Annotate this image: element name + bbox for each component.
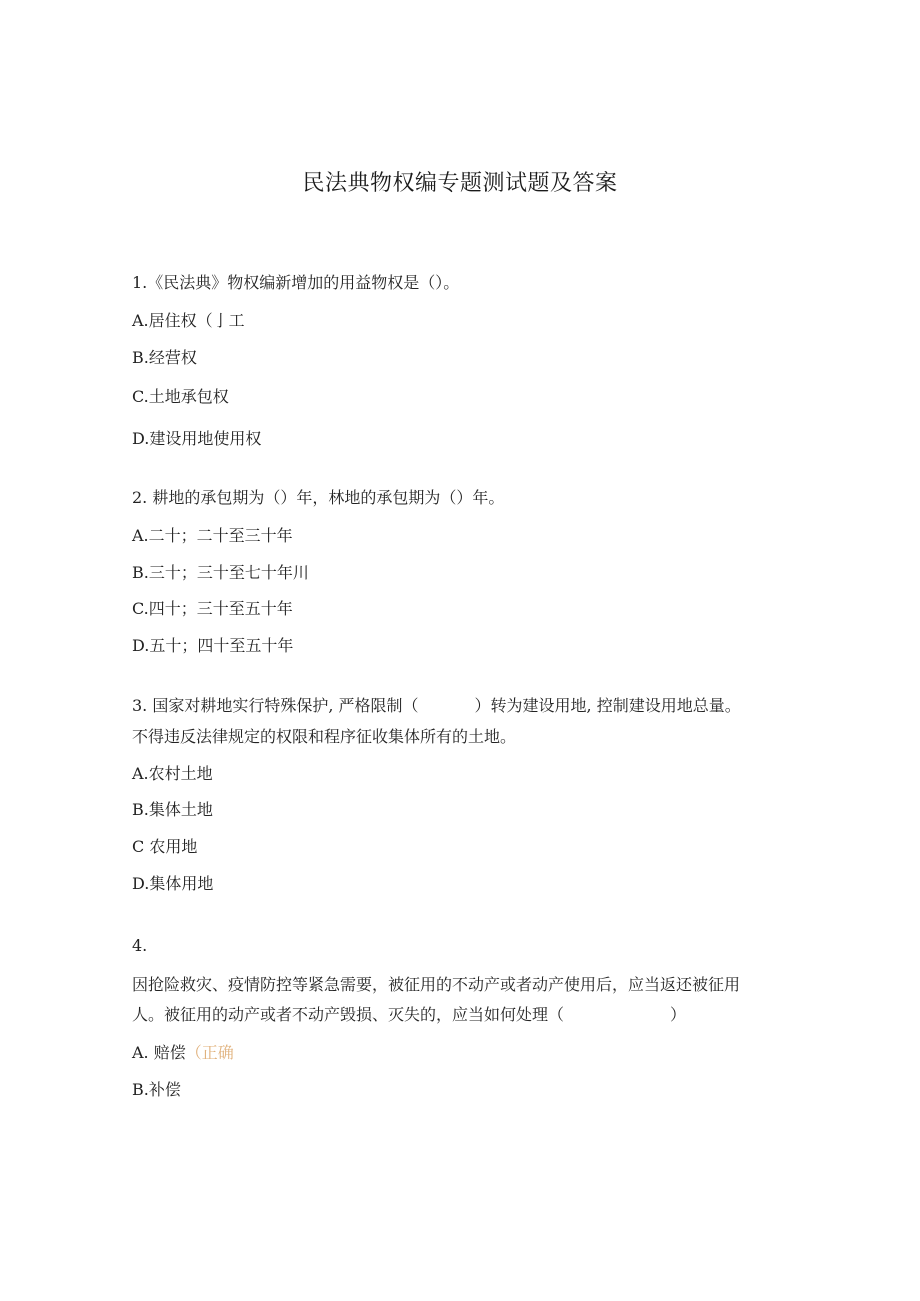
question-4-stem-part-2: ） <box>670 1005 687 1024</box>
question-3-option-c: C 农用地 <box>132 837 198 856</box>
question-3-stem-part-2: ）转为建设用地, 控制建设用地总量。 <box>474 696 741 715</box>
question-3-option-b: B.集体土地 <box>132 800 213 819</box>
question-4-option-b: B.补偿 <box>132 1080 181 1099</box>
question-4-number: 4. <box>132 936 148 955</box>
question-3-stem-line-1 <box>132 696 741 716</box>
question-4-stem-part-1: 人。被征用的动产或者不动产毁损、灭失的，应当如何处理（ <box>132 1005 565 1024</box>
question-4-stem-line-1: 因抢险救灾、疫情防控等紧急需要，被征用的不动产或者动产使用后，应当返还被征用 <box>132 975 741 994</box>
question-2-option-d: D.五十；四十至五十年 <box>132 636 294 655</box>
question-4-option-a-label: A. 赔偿 <box>132 1043 186 1062</box>
question-2-option-c: C.四十；三十至五十年 <box>132 599 293 618</box>
question-1-option-a: A.居住权（亅工 <box>132 311 245 330</box>
question-2-option-b: B.三十；三十至七十年川 <box>132 563 309 582</box>
question-2-stem: 2. 耕地的承包期为（）年，林地的承包期为（）年。 <box>132 488 505 507</box>
question-4-option-a <box>132 1043 234 1063</box>
question-1-stem: 1.《民法典》物权编新增加的用益物权是（）。 <box>132 273 460 292</box>
page-title: 民法典物权编专题测试题及答案 <box>302 171 618 196</box>
question-1-option-b: B.经营权 <box>132 348 197 367</box>
question-3-option-a: A.农村土地 <box>132 764 213 783</box>
question-2-option-a: A.二十；二十至三十年 <box>132 526 293 545</box>
answer-note: （正确 <box>185 1043 234 1062</box>
question-4-stem-line-2 <box>132 1005 686 1025</box>
question-1-option-d: D.建设用地使用权 <box>132 429 262 448</box>
question-3-option-d: D.集体用地 <box>132 874 214 893</box>
question-1-option-c: C.土地承包权 <box>132 387 229 406</box>
question-3-stem-part-1: 3. 国家对耕地实行特殊保护, 严格限制（ <box>132 696 419 715</box>
question-3-stem-line-2: 不得违反法律规定的权限和程序征收集体所有的土地。 <box>132 727 517 746</box>
